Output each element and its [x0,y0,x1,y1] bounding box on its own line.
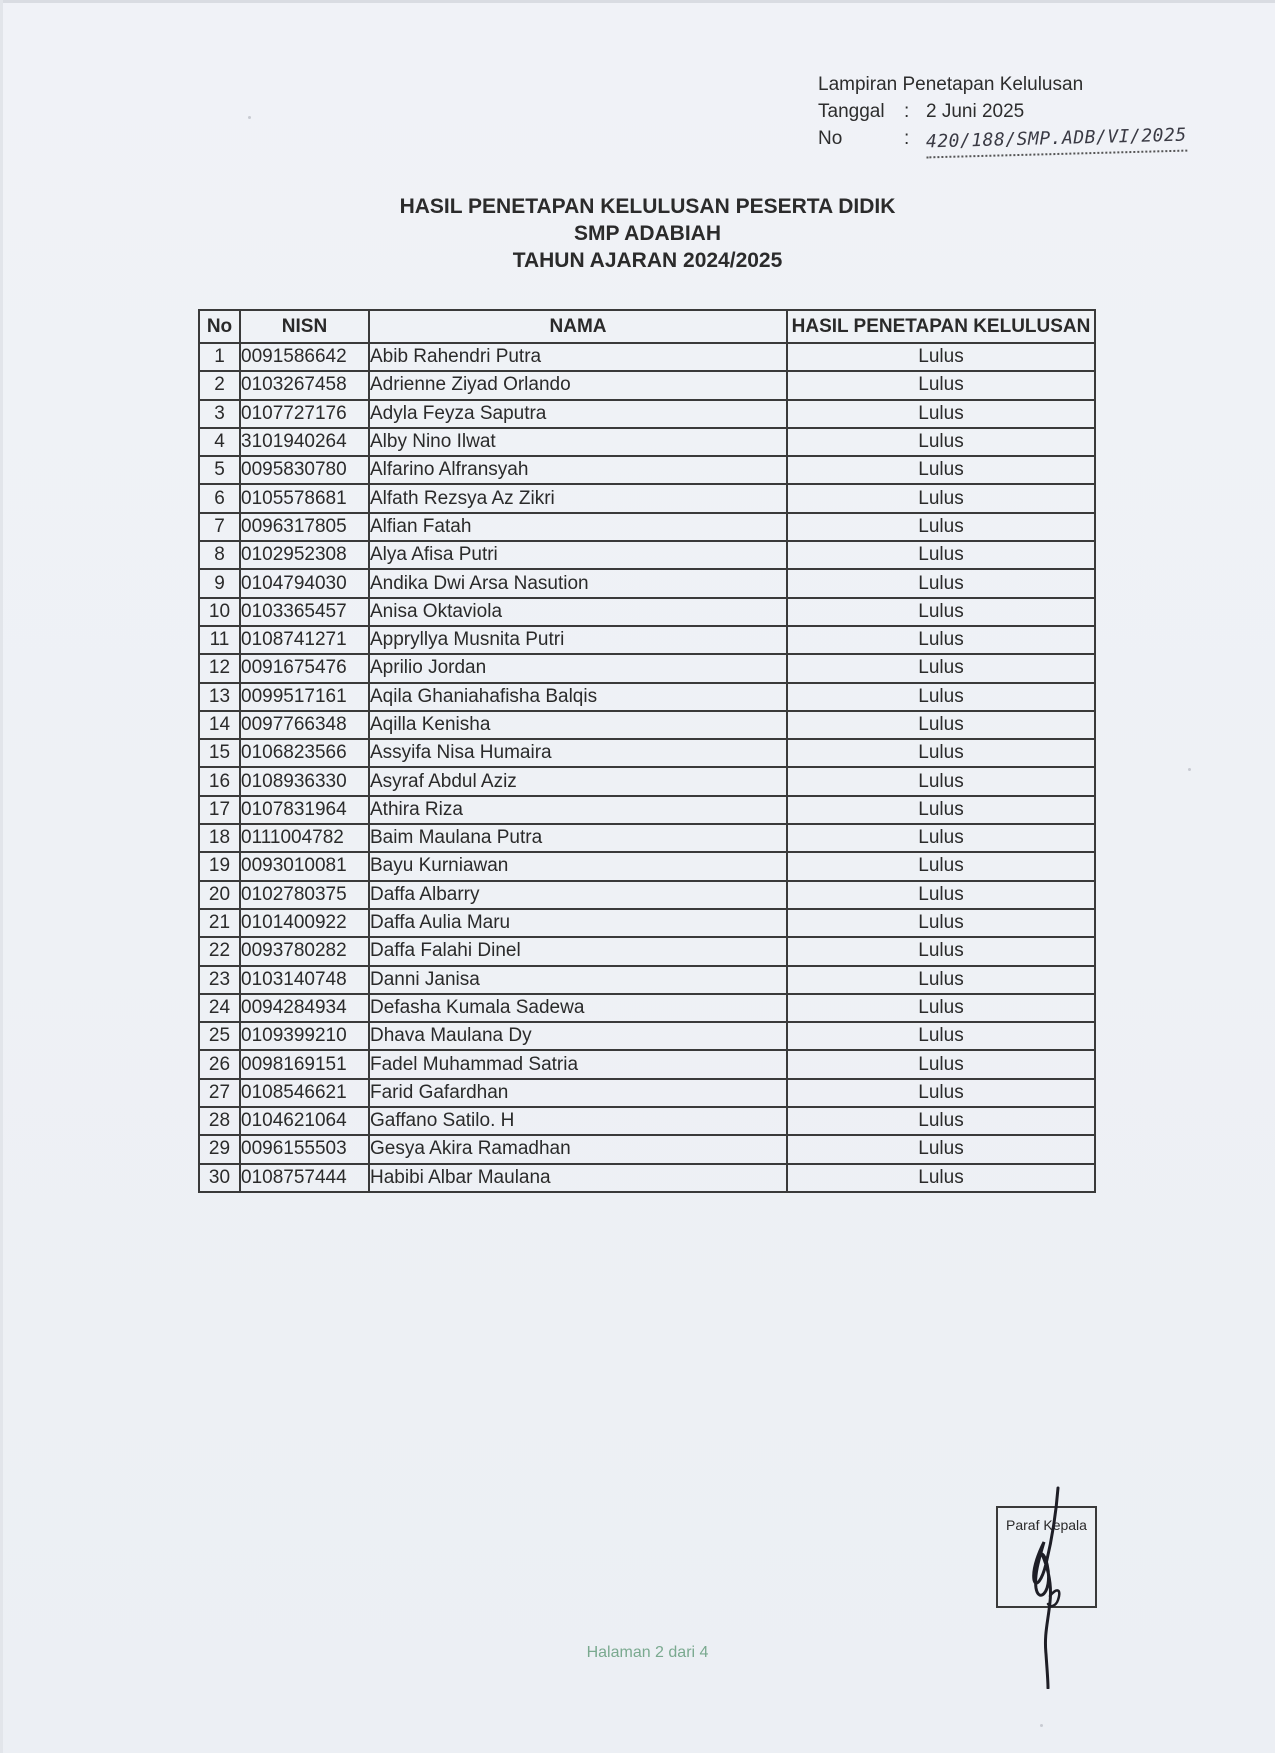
cell-no: 11 [199,626,240,654]
table-row [199,456,1095,484]
cell-no: 1 [199,343,240,371]
cell-nama: Alfian Fatah [369,513,787,541]
cell-nisn: 0095830780 [240,456,369,484]
cell-no: 17 [199,796,240,824]
table-row [199,937,1095,965]
cell-hasil: Lulus [787,852,1095,880]
cell-nisn: 0098169151 [240,1050,369,1078]
cell-nama: Abib Rahendri Putra [369,343,787,371]
cell-nisn: 0108757444 [240,1164,369,1192]
table-row [199,994,1095,1022]
cell-nisn: 0103267458 [240,371,369,399]
cell-nisn: 0103365457 [240,598,369,626]
cell-no: 25 [199,1022,240,1050]
cell-nisn: 0101400922 [240,909,369,937]
cell-hasil: Lulus [787,428,1095,456]
cell-no: 6 [199,484,240,512]
cell-nama: Aqila Ghaniahafisha Balqis [369,683,787,711]
cell-no: 24 [199,994,240,1022]
number-value-handwritten: 420/188/SMP.ADB/VI/2025 [926,123,1187,159]
cell-hasil: Lulus [787,1050,1095,1078]
table-row [199,626,1095,654]
cell-nama: Daffa Falahi Dinel [369,937,787,965]
cell-no: 16 [199,767,240,795]
table-body [199,343,1095,1192]
cell-hasil: Lulus [787,767,1095,795]
cell-nama: Aqilla Kenisha [369,711,787,739]
cell-nama: Farid Gafardhan [369,1079,787,1107]
cell-hasil: Lulus [787,683,1095,711]
cell-hasil: Lulus [787,456,1095,484]
table-row [199,513,1095,541]
cell-no: 18 [199,824,240,852]
cell-nisn: 0102952308 [240,541,369,569]
table-row [199,1022,1095,1050]
number-label: No [818,128,843,149]
cell-hasil: Lulus [787,1107,1095,1135]
cell-no: 29 [199,1135,240,1163]
cell-nama: Assyifa Nisa Humaira [369,739,787,767]
cell-hasil: Lulus [787,711,1095,739]
cell-nama: Adyla Feyza Saputra [369,400,787,428]
cell-nama: Alfath Rezsya Az Zikri [369,484,787,512]
cell-nisn: 0096155503 [240,1135,369,1163]
cell-hasil: Lulus [787,371,1095,399]
cell-nisn: 0106823566 [240,739,369,767]
cell-no: 9 [199,569,240,597]
cell-no: 4 [199,428,240,456]
header-nama: NAMA [369,310,787,343]
title-line-3: TAHUN AJARAN 2024/2025 [512,249,783,272]
table-row [199,343,1095,371]
cell-no: 8 [199,541,240,569]
cell-hasil: Lulus [787,400,1095,428]
table-row [199,598,1095,626]
table-row [199,428,1095,456]
cell-hasil: Lulus [787,569,1095,597]
scan-edge-top [0,0,1275,3]
number-colon: : [904,128,910,149]
cell-no: 12 [199,654,240,682]
cell-hasil: Lulus [787,1164,1095,1192]
table-row [199,541,1095,569]
cell-nisn: 0108936330 [240,767,369,795]
cell-nama: Gaffano Satilo. H [369,1107,787,1135]
cell-nisn: 0111004782 [240,824,369,852]
table-row [199,654,1095,682]
cell-hasil: Lulus [787,484,1095,512]
cell-no: 3 [199,400,240,428]
cell-nisn: 0094284934 [240,994,369,1022]
cell-nisn: 0105578681 [240,484,369,512]
cell-nama: Habibi Albar Maulana [369,1164,787,1192]
title-line-2: SMP ADABIAH [573,222,721,245]
cell-no: 23 [199,966,240,994]
cell-nisn: 0108546621 [240,1079,369,1107]
date-colon: : [904,101,910,122]
scan-speck [1040,1724,1043,1727]
cell-nisn: 0096317805 [240,513,369,541]
cell-nisn: 0109399210 [240,1022,369,1050]
table-row [199,711,1095,739]
cell-no: 19 [199,852,240,880]
cell-hasil: Lulus [787,513,1095,541]
table-row [199,1079,1095,1107]
cell-nama: Anisa Oktaviola [369,598,787,626]
table-row [199,824,1095,852]
cell-nisn: 0104621064 [240,1107,369,1135]
table-row [199,881,1095,909]
table-row [199,966,1095,994]
cell-nisn: 0097766348 [240,711,369,739]
cell-no: 27 [199,1079,240,1107]
table-row [199,909,1095,937]
attachment-title: Lampiran Penetapan Kelulusan [818,74,1084,95]
cell-nisn: 0107831964 [240,796,369,824]
cell-nisn: 0091675476 [240,654,369,682]
page-number-footer: Halaman 2 dari 4 [586,1644,709,1661]
cell-nisn: 0103140748 [240,966,369,994]
table-row [199,371,1095,399]
cell-no: 20 [199,881,240,909]
cell-nama: Bayu Kurniawan [369,852,787,880]
cell-nisn: 0108741271 [240,626,369,654]
cell-nama: Asyraf Abdul Aziz [369,767,787,795]
cell-hasil: Lulus [787,994,1095,1022]
header-hasil: HASIL PENETAPAN KELULUSAN [787,310,1095,343]
cell-nama: Alby Nino Ilwat [369,428,787,456]
cell-hasil: Lulus [787,626,1095,654]
paraf-label: Paraf Kepala [1006,1517,1087,1533]
table-row [199,1164,1095,1192]
cell-nama: Appryllya Musnita Putri [369,626,787,654]
cell-no: 21 [199,909,240,937]
table-header-row [199,310,1095,343]
cell-no: 28 [199,1107,240,1135]
cell-hasil: Lulus [787,598,1095,626]
cell-nisn: 0099517161 [240,683,369,711]
cell-nama: Athira Riza [369,796,787,824]
cell-nama: Aprilio Jordan [369,654,787,682]
cell-nisn: 0091586642 [240,343,369,371]
cell-hasil: Lulus [787,937,1095,965]
header-nisn: NISN [240,310,369,343]
cell-hasil: Lulus [787,824,1095,852]
table-row [199,767,1095,795]
cell-hasil: Lulus [787,881,1095,909]
cell-no: 15 [199,739,240,767]
cell-nama: Daffa Albarry [369,881,787,909]
table-row [199,1135,1095,1163]
cell-nama: Baim Maulana Putra [369,824,787,852]
cell-nama: Defasha Kumala Sadewa [369,994,787,1022]
scan-speck [248,116,251,119]
cell-nisn: 0093780282 [240,937,369,965]
cell-hasil: Lulus [787,541,1095,569]
cell-nama: Gesya Akira Ramadhan [369,1135,787,1163]
cell-no: 10 [199,598,240,626]
title-line-1: HASIL PENETAPAN KELULUSAN PESERTA DIDIK [399,195,896,218]
cell-no: 26 [199,1050,240,1078]
graduation-results-table [198,309,1096,1193]
date-value: 2 Juni 2025 [926,101,1025,122]
table-row [199,1050,1095,1078]
cell-hasil: Lulus [787,1079,1095,1107]
cell-nisn: 0093010081 [240,852,369,880]
table-row [199,852,1095,880]
cell-hasil: Lulus [787,654,1095,682]
attachment-date-row [818,99,1187,126]
cell-nama: Dhava Maulana Dy [369,1022,787,1050]
date-label: Tanggal [818,101,885,122]
cell-nisn: 0102780375 [240,881,369,909]
cell-nama: Adrienne Ziyad Orlando [369,371,787,399]
cell-nama: Daffa Aulia Maru [369,909,787,937]
cell-no: 7 [199,513,240,541]
document-title [0,193,1275,274]
cell-hasil: Lulus [787,343,1095,371]
cell-nisn: 0104794030 [240,569,369,597]
table-row [199,796,1095,824]
attachment-title-row [818,72,1187,99]
scan-speck [1188,768,1191,771]
cell-nisn: 0107727176 [240,400,369,428]
cell-no: 30 [199,1164,240,1192]
attachment-number-row [818,126,1187,153]
table-row [199,683,1095,711]
cell-no: 2 [199,371,240,399]
cell-nama: Andika Dwi Arsa Nasution [369,569,787,597]
header-no: No [199,310,240,343]
cell-nisn: 3101940264 [240,428,369,456]
cell-hasil: Lulus [787,739,1095,767]
cell-no: 14 [199,711,240,739]
table-row [199,484,1095,512]
table-row [199,400,1095,428]
table-row [199,1107,1095,1135]
cell-hasil: Lulus [787,796,1095,824]
cell-hasil: Lulus [787,909,1095,937]
cell-no: 13 [199,683,240,711]
table-row [199,569,1095,597]
cell-hasil: Lulus [787,1135,1095,1163]
cell-nama: Alfarino Alfransyah [369,456,787,484]
cell-no: 5 [199,456,240,484]
cell-hasil: Lulus [787,1022,1095,1050]
cell-no: 22 [199,937,240,965]
cell-nama: Fadel Muhammad Satria [369,1050,787,1078]
cell-hasil: Lulus [787,966,1095,994]
table-row [199,739,1095,767]
attachment-header [818,72,1187,153]
cell-nama: Danni Janisa [369,966,787,994]
cell-nama: Alya Afisa Putri [369,541,787,569]
